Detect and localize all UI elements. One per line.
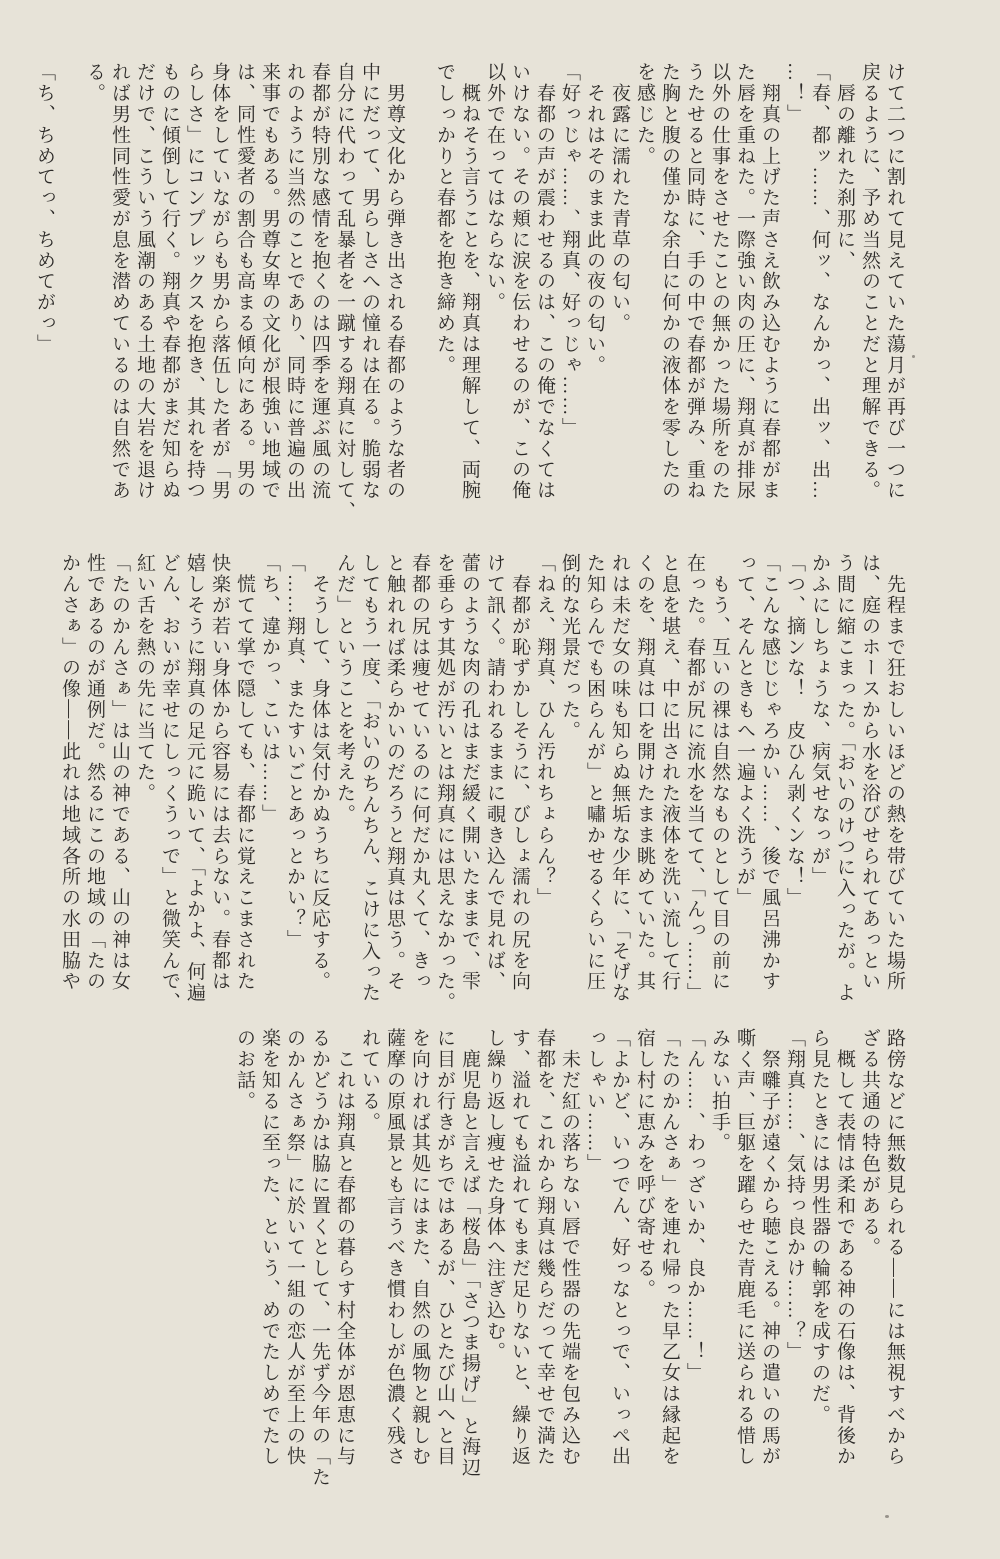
text-column: 在った。春都が尻に流水を当てて、「んっ……」: [684, 553, 705, 1004]
text-column: る。: [84, 62, 105, 104]
text-column: でしっかりと春都を抱き締めた。: [434, 62, 455, 376]
text-column: のお話。: [234, 1028, 255, 1112]
text-column: 戻るように、予め当然のことだと理解できる。: [859, 62, 880, 501]
text-column: 「ん……、わっざいか、良か……！」: [684, 1028, 705, 1384]
text-column: は、庭のホースから水を浴びせられてあっとい: [859, 553, 880, 992]
text-column: し繰り返し痩せた身体へ注ぎ込む。: [484, 1028, 505, 1363]
text-column: 来事でもある。男尊女卑の文化が根強い地域で: [259, 62, 280, 501]
text-column: を向ければ其処にはまた、自然の風物と親しむ: [409, 1028, 430, 1467]
text-column: うたせると同時に、手の中で春都が弾み、重ね: [684, 62, 705, 501]
text-column: 男尊文化から弾き出される春都のような者の: [384, 62, 405, 501]
text-column: 楽を知るに至った、という、めでたしめでたし: [259, 1028, 280, 1467]
scan-speck: [885, 1515, 889, 1518]
text-column: らしさ」にコンプレックスを抱き、其れを持つ: [184, 62, 205, 501]
text-column: は、同性愛者の割合も高まる傾向にある。男の: [234, 62, 255, 501]
text-column: っしゃい……」: [584, 1028, 605, 1175]
text-column: 「春、都ッ……、何ッ、なんかっ、出ッ、出…: [809, 62, 830, 501]
text-column: 快楽が若い身体から容易には去らない。春都は: [209, 553, 230, 992]
text-column: と触れれば柔らかいのだろうと翔真は思う。そ: [384, 553, 405, 992]
text-column: 春都が特別な感情を抱くのは四季を運ぶ風の流: [309, 62, 330, 501]
text-column: 倒的な光景だった。: [559, 553, 580, 742]
text-column: 春都を、これから翔真は幾らだって幸せで満た: [534, 1028, 555, 1467]
text-column: もう、互いの裸は自然なものとして目の前に: [709, 553, 730, 992]
text-column: 翔真の上げた声さえ飲み込むように春都がま: [759, 62, 780, 501]
text-column: 以外の仕事をさせたことの無かった場所をのた: [709, 62, 730, 501]
text-column: 鹿児島と言えば「桜島」「さつま揚げ」と海辺: [459, 1028, 480, 1479]
text-column: れば男性同性愛が息を潜めているのは自然であ: [109, 62, 130, 501]
text-column: れのように当然のことであり、同時に普遍の出: [284, 62, 305, 501]
text-column: かふにしちょうな、病気せなっが」: [809, 553, 830, 888]
text-column: た唇を重ねた。一際強い肉の圧に、翔真が排尿: [734, 62, 755, 501]
text-column: 未だ紅の落ちない唇で性器の先端を包み込む: [559, 1028, 580, 1467]
text-column: 「ち、違かっ、こいは……」: [259, 553, 280, 825]
text-column: 春都の声が震わせるのは、この俺でなくては: [534, 62, 555, 501]
text-column: 先程まで狂おしいほどの熱を帯びていた場所: [884, 553, 905, 992]
text-column: を垂らす其処が汚いとは翔真には思えなかった。: [434, 553, 455, 1013]
text-column: 「たのかんさぁ」を連れ帰った早乙女は縁起を: [659, 1028, 680, 1467]
text-column: そうして、身体は気付かぬうちに反応する。: [309, 553, 330, 992]
text-column: 性であるのが通例だ。然るにこの地域の「たの: [84, 553, 105, 992]
text-column: た知らんでも困らんが」と嘯かせるくらいに圧: [584, 553, 605, 992]
text-column: 「ち、ちめてっ、ちめてがっ」: [34, 62, 55, 355]
text-column: いけない。その頬に涙を伝わせるのが、この俺: [509, 62, 530, 501]
text-column: 路傍などに無数見られる――には無視すべから: [884, 1028, 905, 1467]
text-column: と息を堪え、中に出された液体を洗い流して行: [659, 553, 680, 992]
text-column: を感じた。: [634, 62, 655, 167]
text-column: う間に縮こまった。「おいのけつに入ったが。よ: [834, 553, 855, 1004]
text-column: 嘶く声、巨躯を躍らせた青鹿毛に送られる惜し: [734, 1028, 755, 1467]
text-column: れは未だ女の味も知らぬ無垢な少年に、「そげな: [609, 553, 630, 1004]
text-column: けて二つに割れて見えていた蕩月が再び一つに: [884, 62, 905, 501]
text-column: 「こんな感じじゃろかい……、後で風呂沸かす: [759, 553, 780, 992]
text-column: [57, 62, 82, 504]
text-column: 「ねえ、翔真、ひん汚れちょらん？」: [534, 553, 555, 909]
text-column: に目が行きがちではあるが、ひとたび山へと目: [434, 1028, 455, 1467]
text-column: 身体をしていながらも男から落伍した者が「男: [209, 62, 230, 501]
text-column: のかんさぁ祭」に於いて一組の恋人が至上の快: [284, 1028, 305, 1467]
text-column: って、そんときもへ一遍よく洗うが」: [734, 553, 755, 909]
text-column: 「たのかんさぁ」は山の神である、山の神は女: [109, 553, 130, 992]
text-column: けて訊く。請われるままに覗き込んで見れば、: [484, 553, 505, 992]
text-column: みない拍手。: [709, 1028, 730, 1154]
text-column: それはそのまま此の夜の匂い。: [584, 62, 605, 376]
text-column: 蕾のような肉の孔はまだ緩く開いたままで、雫: [459, 553, 480, 992]
text-column: 唇の離れた刹那に、: [834, 62, 855, 271]
text-column: た胸と腹の僅かな余白に何かの液体を零したの: [659, 62, 680, 501]
text-column: 春都の尻は痩せているのに何だか丸くて、きっ: [409, 553, 430, 992]
text-column: これは翔真と春都の暮らす村全体が恩恵に与: [334, 1028, 355, 1467]
text-block-bottom: [232, 1028, 907, 1488]
text-column: 「つ、摘ンな！ 皮ひん剥くンな！」: [784, 553, 805, 909]
text-column: ら見たときには男性器の輪郭を成すのだ。: [809, 1028, 830, 1426]
text-column: ざる共通の特色がある。: [859, 1028, 880, 1258]
text-column: 薩摩の原風景とも言うべき慣わしが色濃く残さ: [384, 1028, 405, 1467]
text-column: れている。: [359, 1028, 380, 1133]
text-column: 春都が恥ずかしそうに、びしょ濡れの尻を向: [509, 553, 530, 992]
text-column: 嬉しそうに翔真の足元に跪いて、「よかよ、何遍: [184, 553, 205, 1004]
text-column: 自分に代わって乱暴者を一蹴する翔真に対して、: [334, 62, 355, 522]
text-block-top: [32, 62, 907, 522]
text-column: 「よかど、いつでん、好っなとっで、いっぺ出: [609, 1028, 630, 1467]
text-column: ものに傾倒して行く。翔真や春都がまだ知らぬ: [159, 62, 180, 501]
text-column: 「……翔真、またすいごとあっとかい？」: [284, 553, 305, 951]
scan-speck: [912, 355, 915, 358]
text-column: 夜露に濡れた青草の匂い。: [609, 62, 630, 334]
text-column: してもう一度、「おいのちんちん、こけに入った: [359, 553, 380, 1004]
text-column: 祭囃子が遠くから聴こえる。神の遣いの馬が: [759, 1028, 780, 1467]
text-column: 紅い舌を熱の先に当てた。: [134, 553, 155, 804]
text-column: だけで、こういう風潮のある土地の大岩を退け: [134, 62, 155, 501]
text-column: 中にだって、男らしさへの憧れは在る。脆弱な: [359, 62, 380, 501]
text-column: んだ」ということを考えた。: [334, 553, 355, 825]
text-column: [407, 62, 432, 504]
text-column: 宿し村に恵みを呼び寄せる。: [634, 1028, 655, 1300]
text-column: 「翔真……、気持っ良かけ……？」: [784, 1028, 805, 1363]
text-column: どん、おいが幸せにしっくうっで」と微笑んで、: [159, 553, 180, 1013]
text-column: …！」: [784, 62, 805, 125]
text-column: 「好っじゃ……、翔真、好っじゃ……」: [559, 62, 580, 439]
text-column: くのを、翔真は口を開けたまま眺めていた。其: [634, 553, 655, 992]
text-column: 概して表情は柔和である神の石像は、背後か: [834, 1028, 855, 1467]
text-column: す、溢れても溢れてもまだ足りないと、繰り返: [509, 1028, 530, 1467]
text-column: 概ねそう言うことを、翔真は理解して、両腕: [459, 62, 480, 501]
text-column: 慌てて掌で隠しても、春都に覚えこまされた: [234, 553, 255, 992]
text-column: かんさぁ」の像――此れは地域各所の水田脇や: [59, 553, 80, 992]
text-column: 以外で在ってはならない。: [484, 62, 505, 313]
text-block-middle: [57, 553, 907, 1013]
text-column: るかどうかは脇に置くとして、一先ず今年の「た: [309, 1028, 330, 1488]
